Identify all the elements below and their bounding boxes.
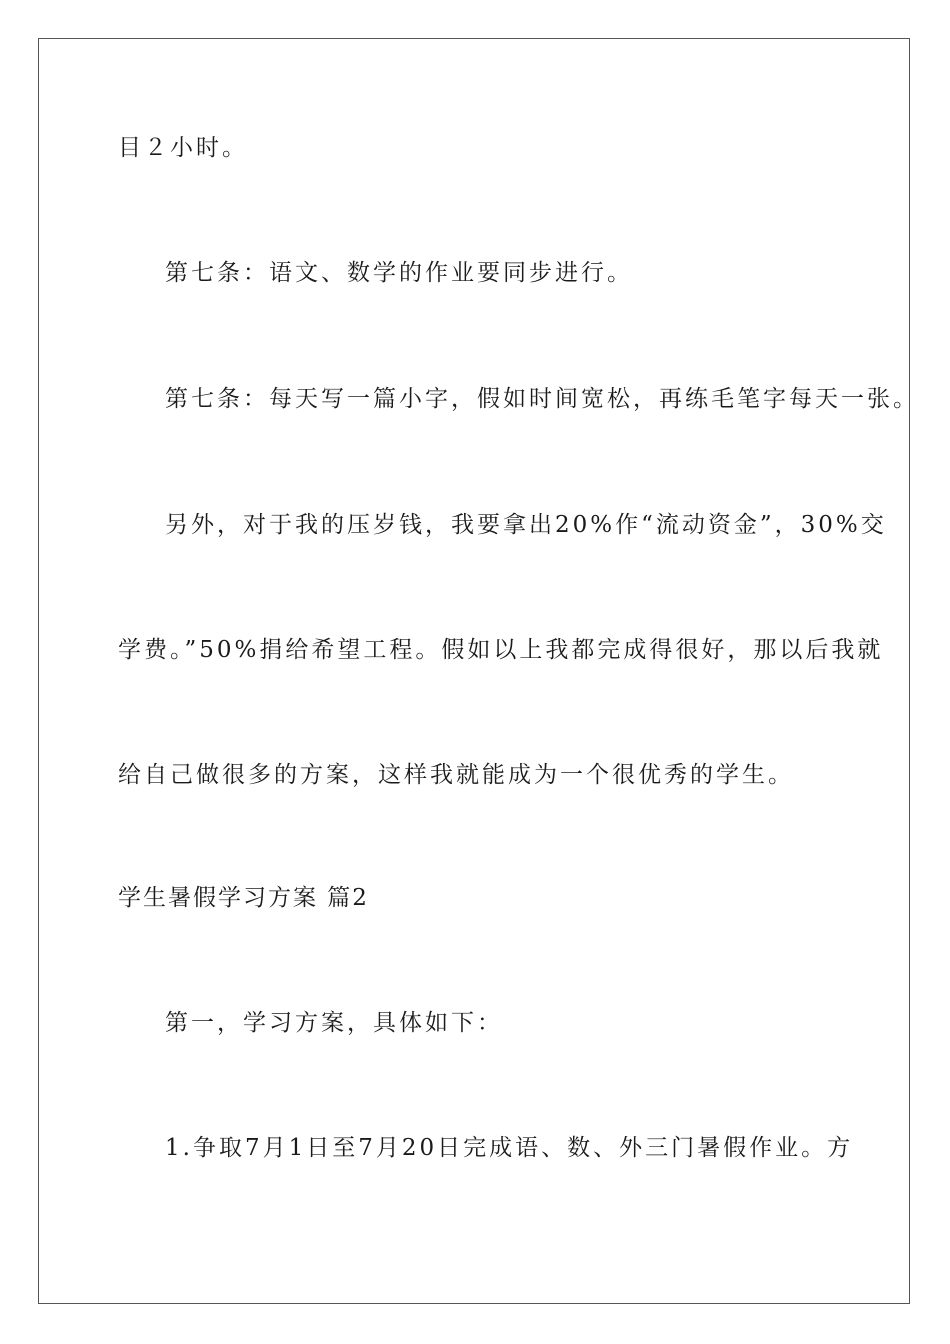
text-line-article-7-homework: 第七条：语文、数学的作业要同步进行。: [165, 260, 633, 286]
text-line-study-plan-item-1: 1.争取7月1日至7月20日完成语、数、外三门暑假作业。方: [165, 1135, 854, 1161]
text-line-article-7-calligraphy: 第七条：每天写一篇小字，假如时间宽松，再练毛笔字每天一张。: [165, 386, 919, 412]
text-line-money-plan-1: 另外，对于我的压岁钱，我要拿出20%作“流动资金”，30%交: [165, 512, 887, 538]
text-line-continuation: 目２小时。: [118, 135, 248, 161]
page-frame: [38, 38, 910, 1304]
text-line-money-plan-2: 学费。”50%捐给希望工程。假如以上我都完成得很好，那以后我就: [118, 637, 884, 663]
text-line-money-plan-3: 给自己做很多的方案，这样我就能成为一个很优秀的学生。: [118, 762, 794, 788]
text-line-study-plan-intro: 第一，学习方案，具体如下：: [165, 1010, 503, 1036]
section-heading: 学生暑假学习方案 篇2: [118, 885, 369, 911]
